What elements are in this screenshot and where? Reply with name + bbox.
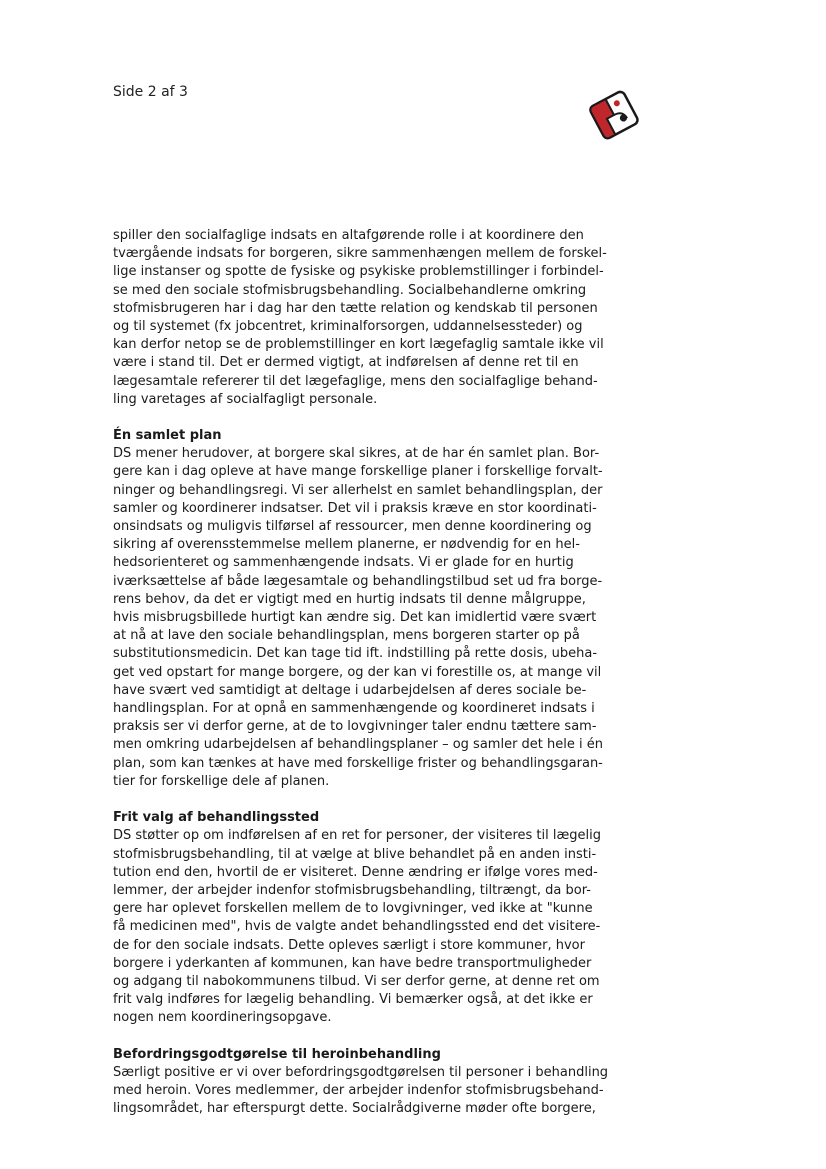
page-number: Side 2 af 3 <box>113 84 188 100</box>
text-line: tværgående indsats for borgeren, sikre sammenhængen mellem de forskel- <box>113 246 607 262</box>
section-heading: Én samlet plan <box>113 428 222 444</box>
text-line: onsindsats og muligvis tilførsel af ressourcer, men denne koordinering og <box>113 519 592 535</box>
text-line: get ved opstart for mange borgere, og der kan vi forestille os, at mange vil <box>113 664 602 680</box>
text-line: nogen nem koordineringsopgave. <box>113 1010 332 1026</box>
text-line: gere kan i dag opleve at have mange forskellige planer i forskellige forvalt- <box>113 464 603 480</box>
ds-logo-icon <box>584 86 644 144</box>
text-line: iværksættelse af både lægesamtale og behandlingstilbud set ud fra borge- <box>113 573 603 589</box>
text-line: hvis misbrugsbillede hurtigt kan ændre sig. Det kan imidlertid være svært <box>113 610 597 626</box>
text-line: stofmisbrugeren har i dag har den tætte relation og kendskab til personen <box>113 300 598 316</box>
text-line: substitutionsmedicin. Det kan tage tid ift. indstilling på rette dosis, ubeha- <box>113 646 598 662</box>
section-heading: Frit valg af behandlingssted <box>113 810 320 826</box>
text-line: kan derfor netop se de problemstillinger en kort lægefaglig samtale ikke vil <box>113 337 604 353</box>
section-frit-valg <box>113 809 633 1027</box>
text-line: sikring af overensstemmelse mellem planerne, er nødvendig for en hel- <box>113 537 580 553</box>
section-befordring <box>113 1046 633 1119</box>
text-line: få medicinen med", hvis de valgte andet behandlingssted end det visitere- <box>113 919 601 935</box>
text-line: gere har oplevet forskellen mellem de to lovgivninger, ved ikke at "kunne <box>113 901 593 917</box>
text-line: Særligt positive er vi over befordringsgodtgørelsen til personer i behandling <box>113 1064 609 1080</box>
text-line: tution end den, hvortil de er visiteret. Denne ændring er ifølge vores med- <box>113 864 598 880</box>
text-line: og til systemet (fx jobcentret, kriminalforsorgen, uddannelsessteder) og <box>113 319 583 335</box>
text-line: stofmisbrugsbehandling, til at vælge at blive behandlet på en anden insti- <box>113 846 597 862</box>
text-line: DS støtter op om indførelsen af en ret for personer, der visiteres til lægelig <box>113 828 601 844</box>
text-line: plan, som kan tænkes at have med forskellige frister og behandlingsgaran- <box>113 755 603 771</box>
intro-paragraph <box>113 227 633 409</box>
text-line: borgere i yderkanten af kommunen, kan have bedre transportmuligheder <box>113 955 592 971</box>
section-heading: Befordringsgodtgørelse til heroinbehandling <box>113 1046 441 1062</box>
text-line: med heroin. Vores medlemmer, der arbejder indenfor stofmisbrugsbehand- <box>113 1082 604 1098</box>
text-line: tier for forskellige dele af planen. <box>113 773 330 789</box>
text-line: se med den sociale stofmisbrugsbehandling. Socialbehandlerne omkring <box>113 282 587 298</box>
section-samlet-plan <box>113 427 633 791</box>
text-line: men omkring udarbejdelsen af behandlingsplaner – og samler det hele i én <box>113 737 603 753</box>
text-line: spiller den socialfaglige indsats en altafgørende rolle i at koordinere den <box>113 228 584 243</box>
text-line: rens behov, da det er vigtigt med en hurtig indsats til denne målgruppe, <box>113 591 586 607</box>
text-line: lægesamtale refererer til det lægefaglige, mens den socialfaglige behand- <box>113 373 598 389</box>
text-line: lige instanser og spotte de fysiske og psykiske problemstillinger i forbindel- <box>113 264 604 280</box>
text-line: ninger og behandlingsregi. Vi ser allerhelst en samlet behandlingsplan, der <box>113 482 603 498</box>
text-line: ling varetages af socialfagligt personale. <box>113 391 378 407</box>
text-line: være i stand til. Det er dermed vigtigt, at indførelsen af denne ret til en <box>113 355 579 371</box>
text-line: og adgang til nabokommunens tilbud. Vi ser derfor gerne, at denne ret om <box>113 973 600 989</box>
text-line: DS mener herudover, at borgere skal sikres, at de har én samlet plan. Bor- <box>113 446 600 462</box>
text-line: de for den sociale indsats. Dette opleves særligt i store kommuner, hvor <box>113 937 585 953</box>
text-line: lingsområdet, har efterspurgt dette. Socialrådgiverne møder ofte borgere, <box>113 1101 596 1117</box>
text-line: praksis ser vi derfor gerne, at de to lovgivninger taler endnu tættere sam- <box>113 719 597 735</box>
letter-body <box>113 227 633 1136</box>
text-line: have svært ved samtidigt at deltage i udarbejdelsen af deres sociale be- <box>113 682 587 698</box>
text-line: handlingsplan. For at opnå en sammenhængende og koordineret indsats i <box>113 701 595 717</box>
text-line: frit valg indføres for lægelig behandling. Vi bemærker også, at det ikke er <box>113 992 593 1008</box>
text-line: samler og koordinerer indsatser. Det vil i praksis kræve en stor koordinati- <box>113 500 597 516</box>
text-line: at nå at lave den sociale behandlingsplan, mens borgeren starter op på <box>113 628 580 644</box>
text-line: hedsorienteret og sammenhængende indsats. Vi er glade for en hurtig <box>113 555 574 571</box>
text-line: lemmer, der arbejder indenfor stofmisbrugsbehandling, tiltrængt, da bor- <box>113 882 591 898</box>
